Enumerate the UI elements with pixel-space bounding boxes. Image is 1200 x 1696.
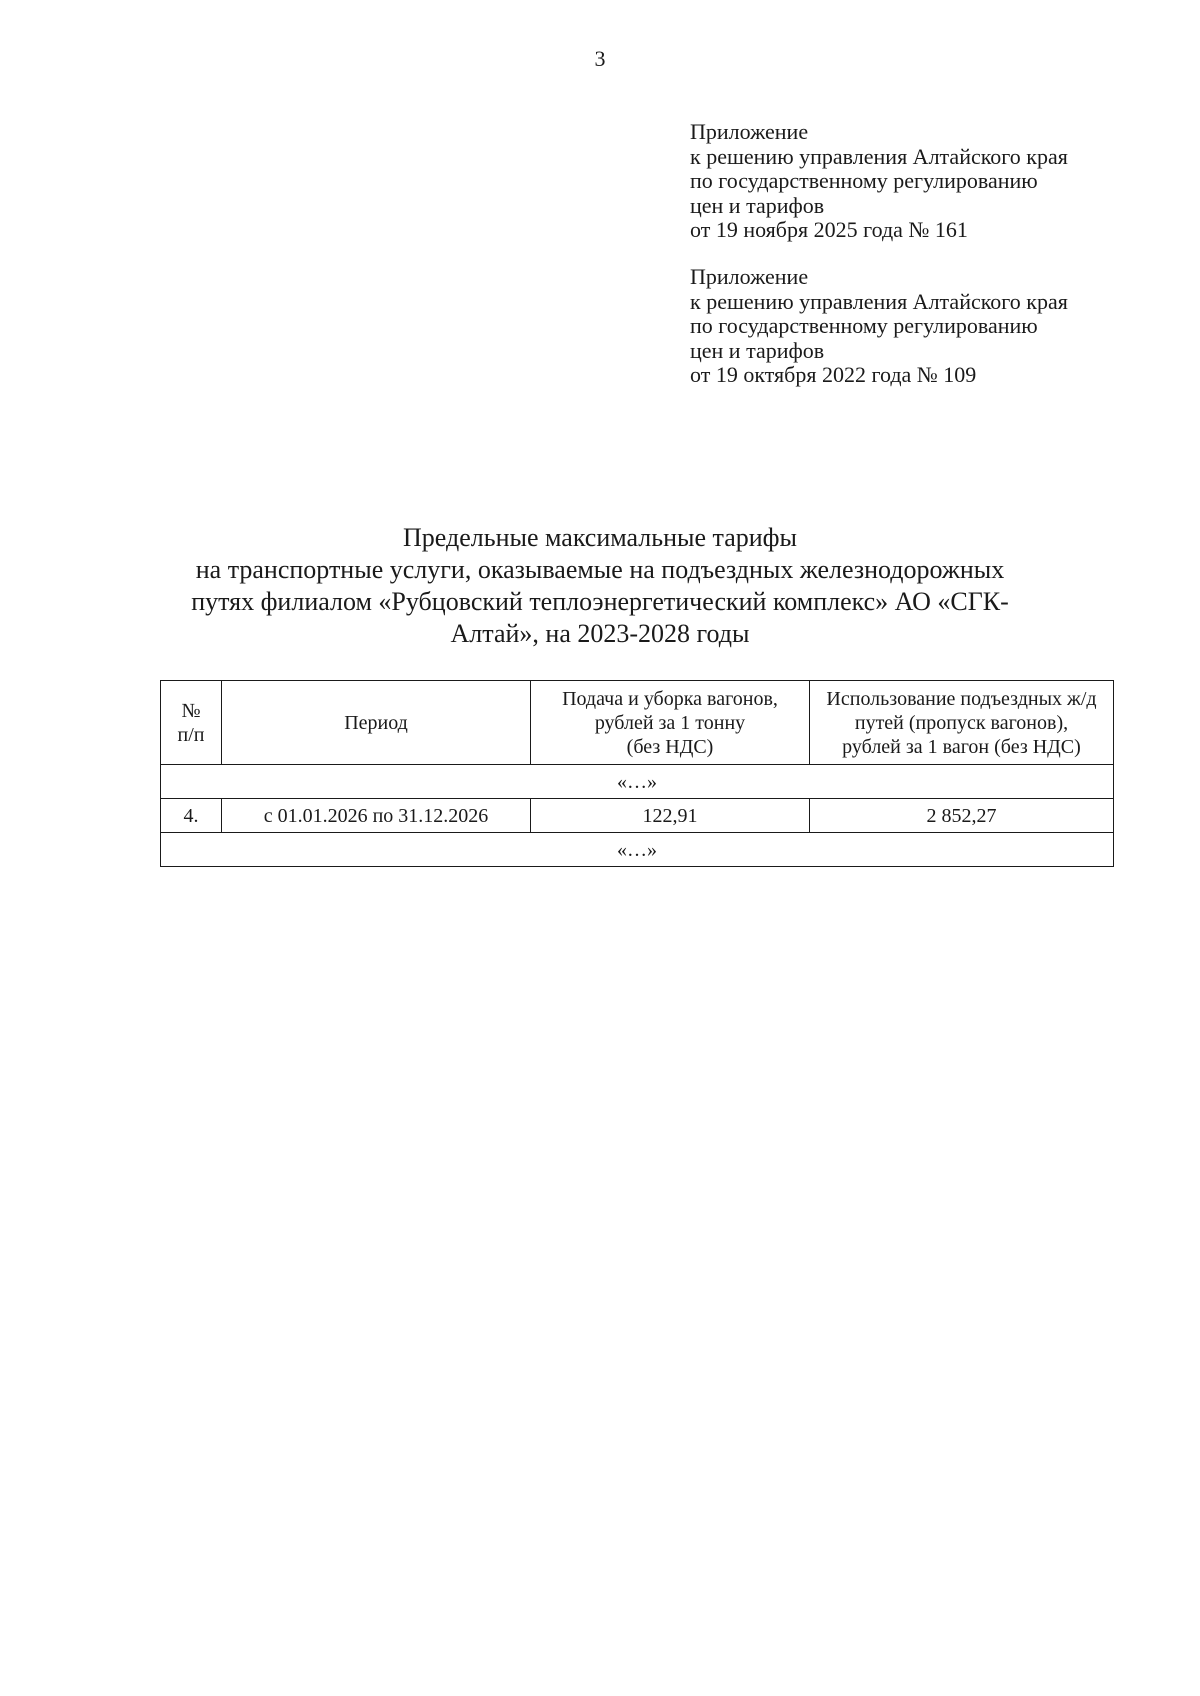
page-number: 3 <box>594 46 606 71</box>
header-usage-line: рублей за 1 вагон (без НДС) <box>842 735 1081 758</box>
cell-period: с 01.01.2026 по 31.12.2026 <box>222 799 531 833</box>
title-line: путях филиалом «Рубцовский теплоэнергетический комплекс» АО «СГК- <box>191 587 1009 616</box>
document-title <box>150 522 1050 650</box>
appendix-line: Приложение <box>690 264 809 289</box>
cell-usage: 2 852,27 <box>810 799 1114 833</box>
appendix-line: цен и тарифов <box>690 192 825 218</box>
header-supply <box>531 681 810 765</box>
appendix-line: цен и тарифов <box>690 337 825 363</box>
tariff-table <box>160 680 1114 867</box>
header-supply-line: рублей за 1 тонну <box>594 711 746 734</box>
appendix-line: по государственному регулированию <box>690 168 1038 193</box>
header-supply-line: Подача и уборка вагонов, <box>562 687 778 710</box>
header-supply-line: (без НДС) <box>626 735 714 758</box>
table-header-row <box>161 681 1114 765</box>
header-usage <box>810 681 1114 765</box>
header-usage-line: Использование подъездных ж/д <box>826 687 1097 710</box>
appendix-line: Приложение <box>690 119 809 144</box>
title-line: Алтай», на 2023-2028 годы <box>450 619 750 648</box>
header-number-line: № <box>181 699 201 722</box>
header-number <box>161 681 222 765</box>
header-number-line: п/п <box>177 723 205 746</box>
title-line: Предельные максимальные тарифы <box>403 523 797 552</box>
cell-supply: 122,91 <box>531 799 810 833</box>
table-row <box>161 799 1114 833</box>
appendix-line: от 19 ноября 2025 года № 161 <box>690 217 968 242</box>
appendix-line: от 19 октября 2022 года № 109 <box>690 362 977 387</box>
cell-number: 4. <box>161 799 222 833</box>
table-row-ellipsis-top <box>161 765 1114 799</box>
appendix-line: по государственному регулированию <box>690 313 1038 338</box>
appendix-block-current <box>690 120 1068 243</box>
table-row-ellipsis-bottom <box>161 833 1114 867</box>
appendix-block-original <box>690 265 1068 388</box>
header-usage-line: путей (пропуск вагонов), <box>854 711 1069 734</box>
ellipsis-cell: «…» <box>161 833 1114 867</box>
appendix-line: к решению управления Алтайского края <box>690 143 1068 169</box>
title-line: на транспортные услуги, оказываемые на подъездных железнодорожных <box>195 555 1005 584</box>
header-period: Период <box>222 681 531 765</box>
ellipsis-cell: «…» <box>161 765 1114 799</box>
appendix-line: к решению управления Алтайского края <box>690 288 1068 314</box>
